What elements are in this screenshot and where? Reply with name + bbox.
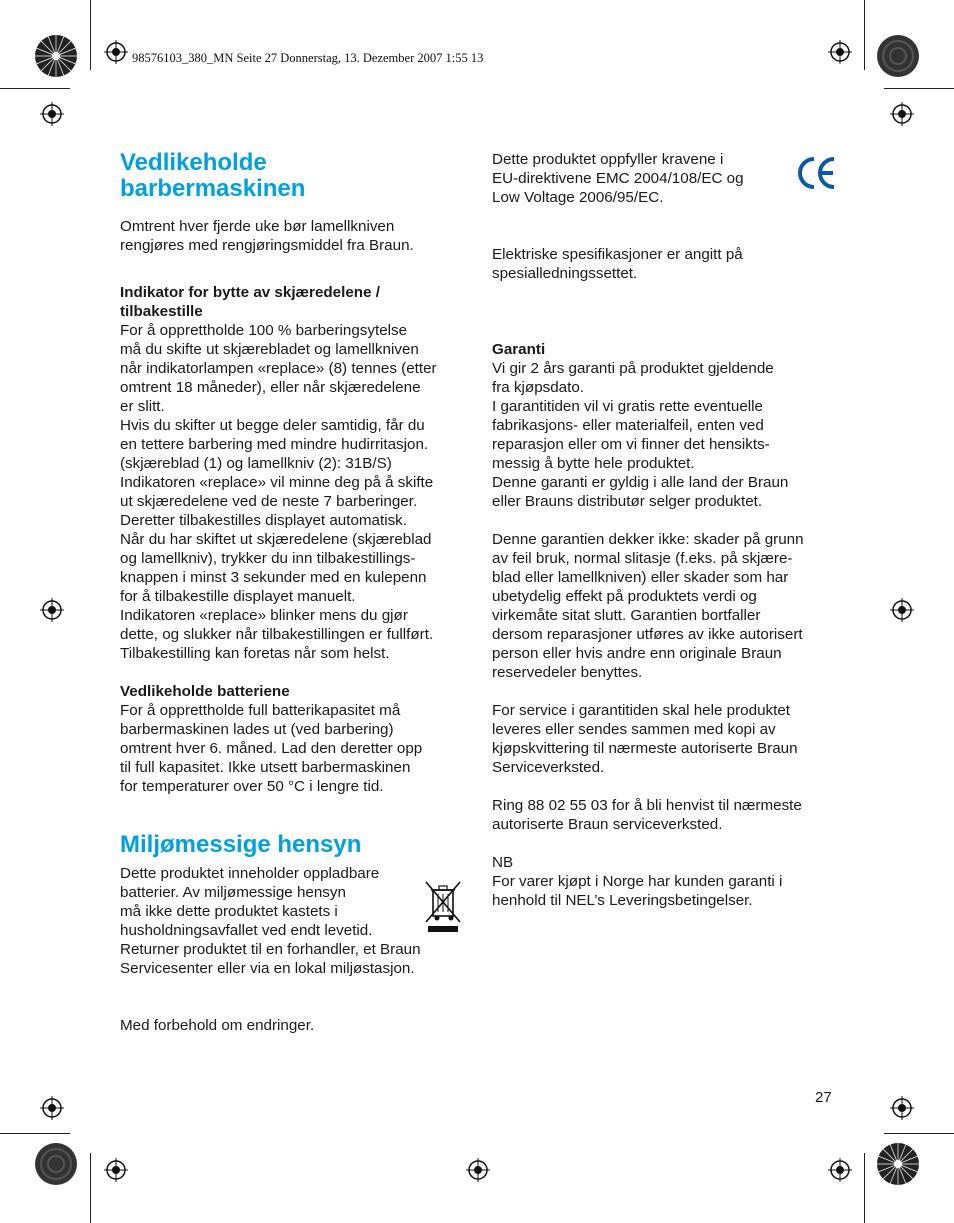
color-rosette-icon — [34, 1142, 78, 1186]
section-title-indicator: Indikator for bytte av skjæredelene / tilbakestille — [120, 284, 380, 320]
left-column — [120, 150, 465, 1035]
footer-note: Med forbehold om endringer. — [120, 1017, 315, 1034]
right-column — [492, 150, 837, 910]
registration-mark-icon — [890, 1096, 914, 1120]
registration-mark-icon — [40, 598, 64, 622]
crop-line — [864, 1153, 865, 1223]
crop-line — [864, 0, 865, 70]
registration-mark-icon — [890, 102, 914, 126]
crop-line — [0, 1133, 70, 1134]
heading-maintenance: Vedlikeholde barbermaskinen — [120, 149, 306, 202]
environment-body: Dette produktet inneholder oppladbare batterier. Av miljømessige hensyn må ikke dette produktet kastets i husholdningsavfallet ved endt levetid. Returner produktet til en forhandler, et Braun Servicesenter eller via en lokal miljøstasjon. — [120, 865, 421, 977]
registration-mark-icon — [40, 1096, 64, 1120]
ce-mark-icon — [795, 154, 837, 192]
section-title-batteries: Vedlikeholde batteriene — [120, 683, 290, 700]
registration-mark-icon — [466, 1158, 490, 1182]
warranty-paragraph-3: For service i garantitiden skal hele produktet leveres eller sendes sammen med kopi av kjøpskvittering til nærmeste autoriserte Braun Serviceverksted. — [492, 702, 798, 776]
registration-mark-icon — [104, 40, 128, 64]
page-number: 27 — [815, 1089, 832, 1106]
electrical-spec-text: Elektriske spesifikasjoner er angitt på spesialledningssettet. — [492, 246, 743, 282]
warranty-paragraph-1: Vi gir 2 års garanti på produktet gjeldende fra kjøpsdato. I garantitiden vil vi gratis rette eventuelle fabrikasjons- eller materialfeil, enten ved reparasjon eller om vi finner det hensikts- messig å bytte hele produktet. Denne garanti er gyldig i alle land der Braun eller Brauns distributør selger produktet. — [492, 360, 789, 510]
section-body-batteries: For å opprettholde full batterikapasitet må barbermaskinen lades ut (ved barbering) omtrent hver 6. måned. Lad den deretter opp til full kapasitet. Ikke utsett barbermaskinen for temperaturer over 50 °C i lengre tid. — [120, 702, 423, 795]
warranty-paragraph-2: Denne garantien dekker ikke: skader på grunn av feil bruk, normal slitasje (f.eks. på skjære- blad eller lamellkniven) eller skader som har ubetydelig effekt på produktets verdi og virkemåte sitat slutt. Garantien bortfaller dersom reparasjoner utføres av ikke autorisert person eller hvis andre enn originale Braun reservedeler benyttes. — [492, 531, 804, 681]
registration-mark-icon — [828, 40, 852, 64]
registration-mark-icon — [828, 1158, 852, 1182]
crop-line — [884, 1133, 954, 1134]
registration-mark-icon — [890, 598, 914, 622]
nb-title: NB — [492, 854, 514, 871]
nb-body: For varer kjøpt i Norge har kunden garanti i henhold til NEL’s Leveringsbetingelser. — [492, 873, 783, 909]
color-rosette-icon — [34, 34, 78, 78]
color-rosette-icon — [876, 1142, 920, 1186]
registration-mark-icon — [40, 102, 64, 126]
registration-mark-icon — [104, 1158, 128, 1182]
crop-line — [884, 88, 954, 89]
color-rosette-icon — [876, 34, 920, 78]
section-body-indicator: For å opprettholde 100 % barberingsytelse må du skifte ut skjærebladet og lamellkniven når indikatorlampen «replace» (8) tennes (etter omtrent 18 måneder), eller når skjæredelene er slitt. Hvis du skifter ut begge deler samtidig, får du en tettere barbering med mindre hudirritasjon. (skjæreblad (1) og lamellkniv (2): 31B/S) Indikatoren «replace» vil minne deg på å skifte ut skjæredelene ved de neste 7 barberinger. Deretter tilbakestilles displayet automatisk. Når du har skiftet ut skjæredelene (skjæreblad og lamellkniv), trykker du inn tilbakestillings- knappen i minst 3 sekunder med en kulepenn for å tilbakestille displayet manuelt. Indikatoren «replace» blinker mens du gjør dette, og slukker når tilbakestillingen er fullført. Tilbakestilling kan foretas når som helst. — [120, 322, 437, 662]
crop-line — [90, 0, 91, 70]
heading-environment: Miljømessige hensyn — [120, 831, 362, 858]
weee-crossed-bin-icon — [424, 880, 462, 934]
warranty-title: Garanti — [492, 341, 546, 358]
print-header: 98576103_380_MN Seite 27 Donnerstag, 13. Dezember 2007 1:55 13 — [132, 51, 484, 65]
ce-compliance-text: Dette produktet oppfyller kravene i EU-direktivene EMC 2004/108/EC og Low Voltage 2006/95/EC. — [492, 151, 744, 206]
crop-line — [0, 88, 70, 89]
intro-text: Omtrent hver fjerde uke bør lamellkniven rengjøres med rengjøringsmiddel fra Braun. — [120, 218, 414, 254]
crop-line — [90, 1153, 91, 1223]
warranty-paragraph-4: Ring 88 02 55 03 for å bli henvist til nærmeste autoriserte Braun serviceverksted. — [492, 797, 802, 833]
